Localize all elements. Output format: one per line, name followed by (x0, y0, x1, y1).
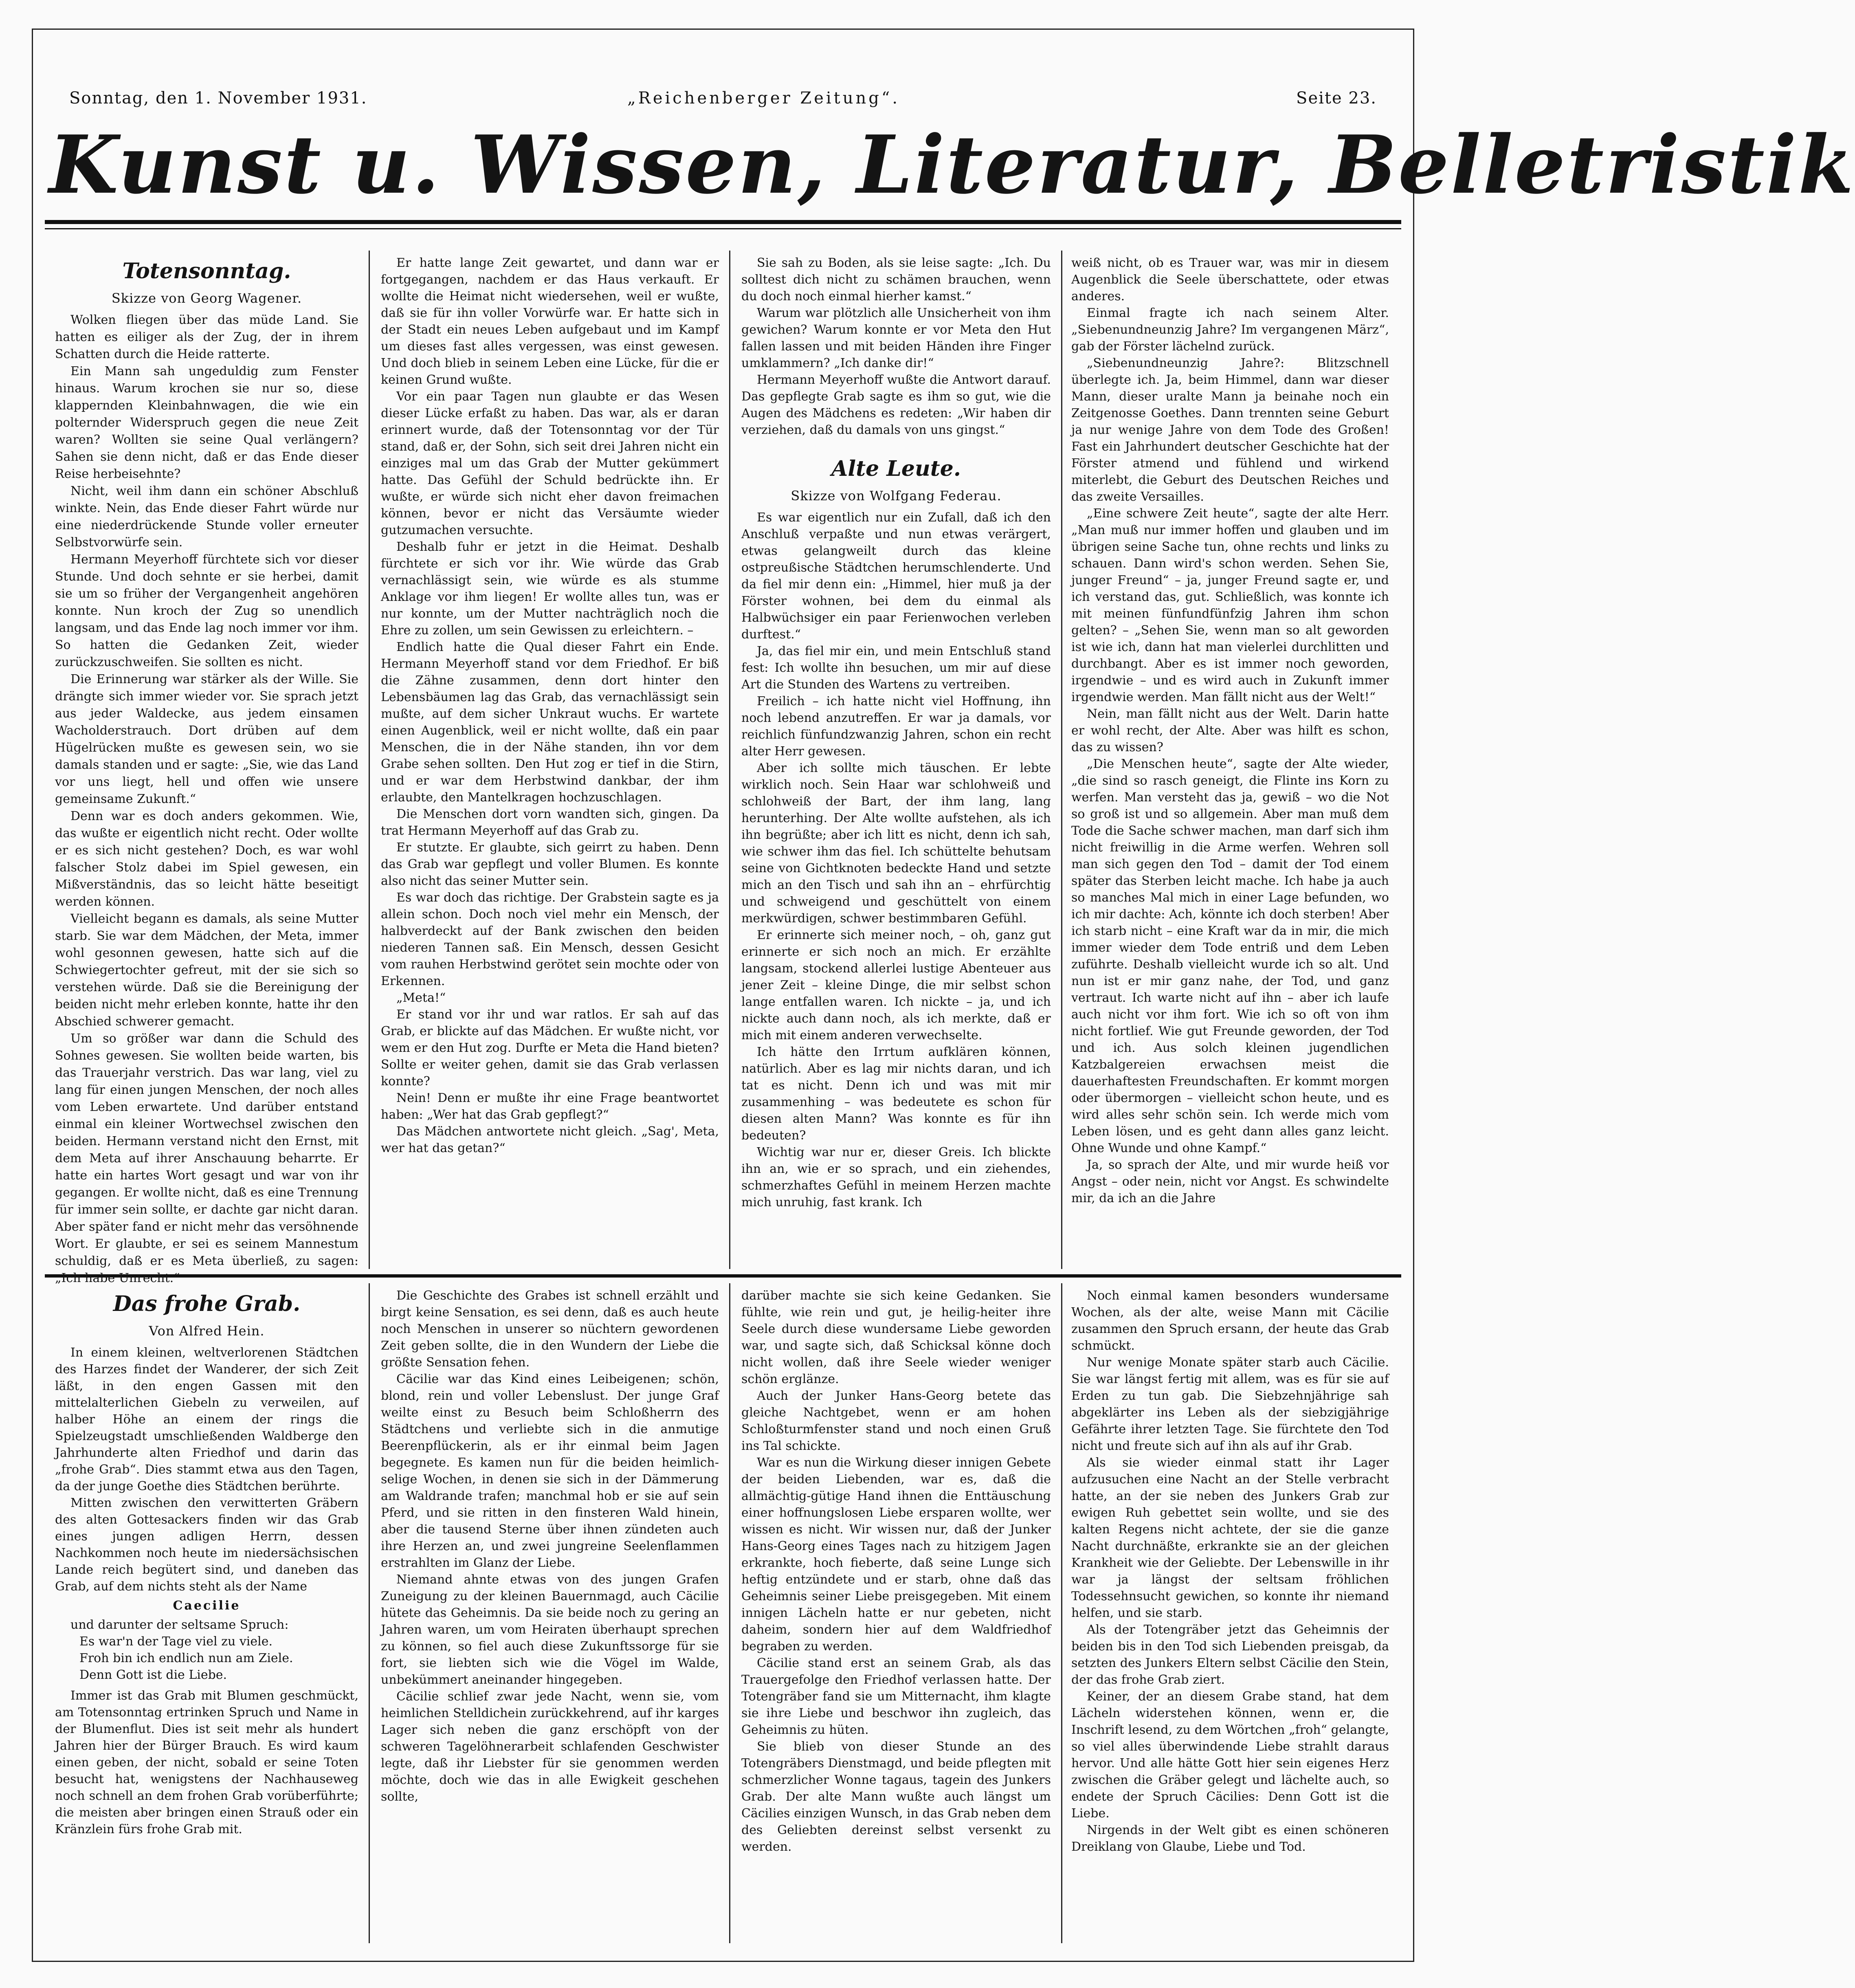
paragraph: Freilich – ich hatte nicht viel Hoffnung, ihn noch lebend anzutreffen. Er war ja damals, vor reichlich fünfundzwanzig Jahren, schon ein recht alter Herr gewesen. (741, 694, 1051, 759)
paragraph: Die Erinnerung war stärker als der Wille. Sie drängte sich immer wieder vor. Sie sprach jetzt aus jeder Waldecke, aus jedem einsamen Wacholderstrauch. Dort drüben auf dem Hügelrücken mußte es gewesen sein, wo sie damals standen und er sagte: „Sie, wie das Land vor uns liegt, hell und offen wie unsere gemeinsame Zukunft.“ (55, 672, 358, 806)
paragraph: Um so größer war dann die Schuld des Sohnes gewesen. Sie wollten beide warten, bis das Trauerjahr verstrich. Das war lang, viel zu lang für einen jungen Menschen, der noch alles vom Leben erwartete. Und darüber entstand einmal ein kleiner Wortwechsel zwischen den beiden. Hermann verstand nicht den Ernst, mit dem Meta auf ihrer Anschauung beharrte. Er hatte ein hartes Wort gesagt und war von ihr gegangen. Er wollte nicht, daß es eine Trennung für immer sein sollte, er dachte gar nicht daran. Aber später fand er nicht mehr das versöhnende Wort. Er glaubte, er sei es seinem Mannestum schuldig, daß er es Meta überließ, zu sagen: „Ich habe Unrecht.“ (55, 1031, 358, 1285)
article-title: Totensonntag. (122, 259, 291, 284)
paragraph: Cäcilie stand erst an seinem Grab, als das Trauergefolge den Friedhof verlassen hatte. Der Totengräber fand sie um Mitternacht, ihm klagte sie ihre Liebe und beschwor ihn zugleich, das Geheimnis zu hüten. (741, 1656, 1051, 1737)
article-totensonntag-col1 (55, 255, 358, 1285)
paragraph: Ein Mann sah ungeduldig zum Fenster hinaus. Warum krochen sie nur so, diese klappernden Kleinbahnwagen, die wie ein polternder Widerspruch gegen die neue Zeit waren? Wollten sie seine Qual verlängern? Sahen sie denn nicht, daß er das Ende dieser Reise herbeisehnte? (55, 364, 358, 481)
article-byline: Skizze von Wolfgang Federau. (791, 488, 1002, 504)
paragraph: Nein! Denn er mußte ihr eine Frage beantwortet haben: „Wer hat das Grab gepflegt?“ (381, 1091, 719, 1122)
paragraph: Nirgends in der Welt gibt es einen schöneren Dreiklang von Glaube, Liebe und Tod. (1071, 1823, 1389, 1854)
paragraph: Einmal fragte ich nach seinem Alter. „Siebenundneunzig Jahre? Im vergangenen März“, gab der Förster lächelnd zurück. (1071, 306, 1389, 354)
paragraph: Das Mädchen antwortete nicht gleich. „Sag', Meta, wer hat das getan?“ (381, 1124, 719, 1155)
paragraph: „Siebenundneunzig Jahre?: Blitzschnell überlegte ich. Ja, beim Himmel, dann war dieser Mann, dieser uralte Mann ja beinahe noch ein Zeitgenosse Goethes. Dann trennten seine Geburt ja nur wenige Jahre von dem Tode des Großen! Fast ein Jahrhundert deutscher Geschichte hat der Förster atmend und fühlend und wirkend miterlebt, die Geburt des Deutschen Reiches und das zweite Versailles. (1071, 356, 1389, 504)
article-alte-leute-col4 (1071, 255, 1389, 1269)
paragraph: Ja, das fiel mir ein, und mein Entschluß stand fest: Ich wollte ihn besuchen, um mir auf diese Art die Stunden des Wartens zu vertreiben. (741, 644, 1051, 692)
paragraph: „Die Menschen heute“, sagte der Alte wieder, „die sind so rasch geneigt, die Flinte ins Korn zu werfen. Man versteht das ja, gewiß – wo die Not so groß ist und so allgemein. Aber man muß dem Tode die Sache schwer machen, man darf sich ihm nicht freiwillig in die Arme werfen. Wehren soll man sich gegen den Tod – damit der Tod einem später das Sterben leicht mache. Ich habe ja auch so manches Mal mich in einer Lage befunden, wo ich mir dachte: Ach, könnte ich doch sterben! Aber ich starb nicht – eine Kraft war da in mir, die mich immer wieder dem Tode entriß und dem Leben zuführte. Deshalb vielleicht wurde ich so alt. Und nun ist er mir ganz nahe, der Tod, und ganz vertraut. Ich warte nicht auf ihn – aber ich laufe auch nicht vor ihm fort. Wie ich so oft von ihm nicht fortlief. Wie gut Freunde geworden, der Tod und ich. Aus solch kleinen jugendlichen Katzbalgereien erwachsen meist die dauerhaftesten Freundschaften. Er kommt morgen oder übermorgen – vielleicht schon heute, und es wird alles sehr schön sein. Ich werde mich vom Leben lösen, und es geht dann alles ganz leicht. Ohne Wunde und ohne Kampf.“ (1071, 757, 1389, 1155)
paragraph: Er stand vor ihr und war ratlos. Er sah auf das Grab, er blickte auf das Mädchen. Er wußte nicht, vor wem er den Hut zog. Durfte er Meta die Hand bieten? Sollte er weiter gehen, damit sie das Grab verlassen konnte? (381, 1007, 719, 1089)
paragraph: Noch einmal kamen besonders wundersame Wochen, als der alte, weise Mann mit Cäcilie zusammen den Spruch ersann, der heute das Grab schmückt. (1071, 1289, 1389, 1353)
paragraph: Wichtig war nur er, dieser Greis. Ich blickte ihn an, wie er so sprach, und ein ziehendes, schmerzhaftes Gefühl in meinem Herzen machte mich unruhig, fast krank. Ich (741, 1145, 1051, 1210)
column-divider (1061, 251, 1062, 1269)
paragraph: Als der Totengräber jetzt das Geheimnis der beiden bis in den Tod sich Liebenden preisgab, da setzten des Junkers Eltern selbst Cäcilie den Stein, der das frohe Grab ziert. (1071, 1623, 1389, 1687)
article-totensonntag-col2 (381, 255, 719, 1269)
paragraph: Er hatte lange Zeit gewartet, und dann war er fortgegangen, nachdem er das Haus verkauft. Er wollte die Heimat nicht wiedersehen, weil er wußte, daß sie für ihn voller Vorwürfe war. Er hatte sich in der Stadt ein neues Leben aufgebaut und im Kampf um dieses fast alles vergessen, was einst gewesen. Und doch blieb in seinem Leben eine Lücke, für die er keinen Grund wußte. (381, 256, 719, 387)
article-frohe-grab-col4 (1071, 1287, 1389, 1943)
article-frohe-grab-col3 (741, 1287, 1051, 1943)
paragraph: Hermann Meyerhoff fürchtete sich vor dieser Stunde. Und doch sehnte er sie herbei, damit sie um so früher der Vergangenheit angehören konnte. Nun kroch der Zug so unendlich langsam, und das Ende lag noch immer vor ihm. So hatten die Gedanken Zeit, wieder zurückzuschweifen. Sie sollten es nicht. (55, 552, 358, 669)
column-divider (369, 1283, 370, 1943)
article-col3-upper (741, 255, 1051, 1269)
paragraph: Vor ein paar Tagen nun glaubte er das Wesen dieser Lücke erfaßt zu haben. Das war, als er daran erinnert wurde, daß der Totensonntag vor der Tür stand, daß er, der Sohn, sich seit drei Jahren nicht ein einziges mal um das Grab der Mutter gekümmert hatte. Das Gefühl der Schuld bedrückte ihn. Er wußte, er würde sich nicht eher davon freimachen können, bevor er nicht das Versäumte wieder gutzumachen versuchte. (381, 389, 719, 537)
column-divider (729, 251, 730, 1269)
paragraph: In einem kleinen, weltverlorenen Städtchen des Harzes findet der Wanderer, der sich Zeit läßt, in den engen Gassen mit den mittelalterlichen Giebeln zu verweilen, auf halber Höhe an einem der rings die Spielzeugstadt umschließenden Waldberge den Jahrhunderte alten Friedhof und darin das „frohe Grab“. Dies stammt etwa aus den Tagen, da der junge Goethe dies Städtchen berührte. (55, 1346, 358, 1493)
paragraph: Cäcilie war das Kind eines Leibeigenen; schön, blond, rein und voller Lebenslust. Der junge Graf weilte einst zu Besuch beim Schloßherrn des Städtchens und verliebte sich in die anmutige Beerenpflückerin, als er ihr einmal beim Jagen begegnete. Es kamen nun für die beiden heimlich-selige Wochen, in denen sie sich in der Dämmerung am Waldrande trafen; manchmal hob er sie auf sein Pferd, und sie ritten in den finsteren Wald hinein, aber die tausend Sterne über ihnen zündeten auch ihre Herzen an, und zwei jungreine Seelenflammen erstrahlten im Glanz der Liebe. (381, 1372, 719, 1570)
running-header (45, 89, 1401, 109)
paragraph: Niemand ahnte etwas von des jungen Grafen Zuneigung zu der kleinen Bauernmagd, auch Cäcilie hütete das Geheimnis. Da sie beide noch zu gering an Jahren waren, um vom Heiraten überhaupt sprechen zu können, so fiel auch diese Zukunftssorge für sie fort, sie liebten sich wie die Vögel im Walde, unbekümmert aneinander hingegeben. (381, 1572, 719, 1687)
verse-line: Es war'n der Tage viel zu viele. (79, 1634, 273, 1649)
header-paper-name: „Reichenberger Zeitung“. (627, 89, 900, 108)
column-divider (369, 251, 370, 1269)
paragraph: War es nun die Wirkung dieser innigen Gebete der beiden Liebenden, war es, daß die allmächtig-gütige Hand ihnen die Enttäuschung einer hoffnungslosen Liebe ersparen wollte, wer wissen es nicht. Wir wissen nur, daß der Junker Hans-Georg eines Tages nach zu hitzigem Jagen erkrankte, hoch fieberte, daß seine Lunge sich heftig entzündete und er starb, ohne daß das Geheimnis seiner Liebe preisgegeben. Mit einem innigen Lächeln hatte er nur gebeten, nicht daheim, sondern hier auf dem Waldfriedhof begraben zu werden. (741, 1456, 1051, 1654)
paragraph: Nicht, weil ihm dann ein schöner Abschluß winkte. Nein, das Ende dieser Fahrt würde nur eine niederdrückende Stunde voller erneuter Selbstvorwürfe sein. (55, 484, 358, 550)
paragraph: Vielleicht begann es damals, als seine Mutter starb. Sie war dem Mädchen, der Meta, immer wohl gesonnen gewesen, hatte sich auf die Schwiegertochter gefreut, mit der sie sich so verstehen würde. Daß sie die Bereinigung der beiden nicht mehr erleben konnte, hatte ihr den Abschied schwerer gemacht. (55, 912, 358, 1029)
column-divider (1061, 1283, 1062, 1943)
paragraph: und darunter der seltsame Spruch: (70, 1618, 289, 1632)
paragraph: „Eine schwere Zeit heute“, sagte der alte Herr. „Man muß nur immer hoffen und glauben und im übrigen seine Sache tun, ohne rechts und links zu schauen. Dann wird's schon werden. Sehen Sie, junger Freund“ – ja, junger Freund sagte er, und ich verstand das, gut. Schließlich, was konnte ich mit meinen fünfundfünfzig Jahren ihm schon gelten? – „Sehen Sie, wenn man so alt geworden ist wie ich, dann hat man vielerlei durchlitten und durchbangt. Aber es ist immer noch geworden, irgendwie – und es wird auch in Zukunft immer irgendwie werden. Man fällt nicht aus der Welt!“ (1071, 506, 1389, 704)
paragraph: Cäcilie schlief zwar jede Nacht, wenn sie, vom heimlichen Stelldichein zurückkehrend, auf ihr karges Lager sich neben die ganz erschöpft von der schweren Tagelöhnerarbeit schlafenden Geschwister legte, daß ihr Liebster für sie genommen werden möchte, doch wie das in alle Ewigkeit geschehen sollte, (381, 1689, 719, 1804)
article-byline: Skizze von Georg Wagener. (111, 290, 302, 306)
paragraph: Wolken fliegen über das müde Land. Sie hatten es eiliger als der Zug, der in ihrem Schatten durch die Heide ratterte. (55, 313, 358, 361)
article-frohe-grab-col2 (381, 1287, 719, 1943)
paragraph: Nein, man fällt nicht aus der Welt. Darin hatte er wohl recht, der Alte. Aber was hilft es schon, das zu wissen? (1071, 707, 1389, 754)
banner-rule-thick (45, 220, 1401, 224)
article-title: Das frohe Grab. (113, 1291, 301, 1316)
paragraph: Die Geschichte des Grabes ist schnell erzählt und birgt keine Sensation, es sei denn, daß es auch heute noch Menschen in unserer so nüchtern gewordenen Zeit geben sollte, die in den Wundern der Liebe die größte Sensation fehen. (381, 1289, 719, 1370)
banner-rule-thin (45, 228, 1401, 229)
paragraph: Es war eigentlich nur ein Zufall, daß ich den Anschluß verpaßte und nun etwas verärgert, etwas gelangweilt durch das kleine ostpreußische Städtchen herumschlenderte. Und da fiel mir denn ein: „Himmel, hier muß ja der Förster wohnen, bei dem du einmal als Halbwüchsiger ein paar Ferienwochen verleben durftest.“ (741, 510, 1051, 642)
article-title: Alte Leute. (831, 456, 961, 481)
paragraph: Ja, so sprach der Alte, und mir wurde heiß vor Angst – oder nein, nicht vor Angst. Es schwindelte mir, da ich an die Jahre (1071, 1158, 1389, 1205)
paragraph: Ich hätte den Irrtum aufklären können, natürlich. Aber es lag mir nichts daran, und ich tat es nicht. Denn ich und was mit mir zusammenhing – was bedeutete es schon für diesen alten Mann? Was konnte es für ihn bedeuten? (741, 1045, 1051, 1143)
paragraph: Sie blieb von dieser Stunde an des Totengräbers Dienstmagd, und beide pflegten mit schmerzlicher Wonne tagaus, tagein des Junkers Grab. Der alte Mann wußte auch längst um Cäcilies einzigen Wunsch, in das Grab neben dem des Geliebten dereinst selbst versenkt zu werden. (741, 1740, 1051, 1854)
paragraph: weiß nicht, ob es Trauer war, was mir in diesem Augenblick die Seele überschattete, oder etwas anderes. (1071, 256, 1389, 303)
paragraph: Mitten zwischen den verwitterten Gräbern des alten Gottesackers finden wir das Grab eines jungen adligen Herrn, dessen Nachkommen noch heute im niedersächsischen Lande reich begütert sind, und daneben das Grab, auf dem nichts steht als der Name (55, 1496, 358, 1594)
paragraph: Aber ich sollte mich täuschen. Er lebte wirklich noch. Sein Haar war schlohweiß und schlohweiß der Bart, der ihm lang, lang herunterhing. Der Alte wollte aufstehen, als ich ihn begrüßte; aber ich litt es nicht, denn ich sah, wie schwer ihm das fiel. Ich schüttelte behutsam seine von Gichtknoten bedeckte Hand und setzte mich an den Tisch und sah ihn an – ehrfürchtig und schweigend und geschüttelt von einem merkwürdigen, schwer bestimmbaren Gefühl. (741, 761, 1051, 926)
paragraph: Endlich hatte die Qual dieser Fahrt ein Ende. Hermann Meyerhoff stand vor dem Friedhof. Er biß die Zähne zusammen, denn dort hinter den Lebensbäumen lag das Grab, das vernachlässigt sein mußte, auf dem sicher Unkraut wuchs. Er wartete einen Augenblick, weil er nicht wollte, daß ein paar Menschen, die in der Nähe standen, ihn vor dem Grabe sehen sollten. Den Hut zog er tief in die Stirn, und er war dem Herbstwind dankbar, der ihm erlaubte, den Mantelkragen hochzuschlagen. (381, 640, 719, 805)
paragraph: Er erinnerte sich meiner noch, – oh, ganz gut erinnerte er sich noch an mich. Er erzählte langsam, stockend allerlei lustige Abenteuer aus jener Zeit – kleine Dinge, die mir selbst schon lange entfallen waren. Ich nickte – ja, und ich nickte auch dann noch, als ich merkte, daß er mich mit einem anderen verwechselte. (741, 928, 1051, 1042)
paragraph: Als sie wieder einmal statt ihr Lager aufzusuchen eine Nacht an der Stelle verbracht hatte, an der sie neben des Junkers Grab zur ewigen Ruh gebettet sein wollte, und sie des kalten Regens nicht achtete, der sie die ganze Nacht durchnäßte, erkrankte sie an der gleichen Krankheit wie der Geliebte. Der Lebenswille in ihr war ja längst der seltsam fröhlichen Todessehnsucht gewichen, so konnte ihr niemand helfen, und sie starb. (1071, 1456, 1389, 1620)
paragraph: Sie sah zu Boden, als sie leise sagte: „Ich. Du solltest dich nicht zu schämen brauchen, wenn du doch noch einmal hierher kamst.“ (741, 256, 1051, 303)
paragraph: Keiner, der an diesem Grabe stand, hat dem Lächeln widerstehen können, wenn er, die Inschrift lesend, zu dem Wörtchen „froh“ gelangte, so viel alles überwindende Liebe strahlt daraus hervor. Und alle hätte Gott hier sein eigenes Herz zwischen die Gräber gelegt und lächelte auch, so endete der Spruch Cäcilies: Denn Gott ist die Liebe. (1071, 1689, 1389, 1821)
grave-name: Caecilie (173, 1599, 241, 1613)
verse-line: Froh bin ich endlich nun am Ziele. (79, 1651, 293, 1665)
section-banner: Kunst u. Wissen, Literatur, Belletristik (49, 118, 1855, 212)
paragraph: Er stutzte. Er glaubte, sich geirrt zu haben. Denn das Grab war gepflegt und voller Blumen. Es konnte also nicht das seiner Mutter sein. (381, 840, 719, 888)
paragraph: Die Menschen dort vorn wandten sich, gingen. Da trat Hermann Meyerhoff auf das Grab zu. (381, 807, 719, 838)
paragraph: Warum war plötzlich alle Unsicherheit von ihm gewichen? Warum konnte er vor Meta den Hut fallen lassen und mit beiden Händen ihre Finger umklammern? „Ich danke dir!“ (741, 306, 1051, 370)
paragraph: Hermann Meyerhoff wußte die Antwort darauf. Das gepflegte Grab sagte es ihm so gut, wie die Augen des Mädchens es redeten: „Wir haben dir verziehen, daß du damals von uns gingst.“ (741, 373, 1051, 437)
article-frohe-grab-col1 (55, 1287, 358, 1943)
verse-line: Denn Gott ist die Liebe. (79, 1668, 227, 1682)
paragraph: Nur wenige Monate später starb auch Cäcilie. Sie war längst fertig mit allem, was es für sie auf Erden zu tun gab. Die Siebzehnjährige sah abgeklärter ins Leben als der siebzigjährige Gefährte ihrer letzten Tage. Sie fürchtete den Tod nicht und freute sich auf ihn als auf ihr Grab. (1071, 1355, 1389, 1453)
header-date: Sonntag, den 1. November 1931. (69, 89, 367, 108)
paragraph: Auch der Junker Hans-Georg betete das gleiche Nachtgebet, wenn er am hohen Schloßturmfenster stand und noch einen Gruß ins Tal schickte. (741, 1389, 1051, 1453)
paragraph: Immer ist das Grab mit Blumen geschmückt, am Totensonntag ertrinken Spruch und Name in der Blumenflut. Dies ist seit mehr als hundert Jahren hier der Bürger Brauch. Es wird kaum einen geben, der nicht, sobald er seine Toten besucht hat, wenigstens der Nachhauseweg noch schnell an dem frohen Grab vorüberführte; die meisten aber bringen einen Strauß oder ein Kränzlein fürs frohe Grab mit. (55, 1689, 358, 1836)
column-divider (729, 1283, 730, 1943)
paragraph: Denn war es doch anders gekommen. Wie, das wußte er eigentlich nicht recht. Oder wollte er es sich nicht gestehen? Doch, es war wohl falscher Stolz dabei im Spiel gewesen, ein Mißverständnis, das so leicht hätte beseitigt werden können. (55, 809, 358, 909)
paragraph: Es war doch das richtige. Der Grabstein sagte es ja allein schon. Doch noch viel mehr ein Mensch, der halbverdeckt auf der Bank zwischen den beiden niederen Tannen saß. Ein Mensch, dessen Gesicht vom rauhen Herbstwind gerötet sein mochte oder von Erkennen. (381, 891, 719, 988)
paragraph: „Meta!“ (396, 991, 446, 1005)
paragraph: Deshalb fuhr er jetzt in die Heimat. Deshalb fürchtete er sich vor ihr. Wie würde das Grab vernachlässigt sein, wie würde es als stumme Anklage vor ihm liegen! Er wollte alles tun, was er nur konnte, um der Mutter nachträglich noch die Ehre zu zollen, um sein Gewissen zu erleichtern. – (381, 540, 719, 638)
article-byline: Von Alfred Hein. (149, 1323, 265, 1339)
header-page-number: Seite 23. (1296, 89, 1377, 108)
paragraph: darüber machte sie sich keine Gedanken. Sie fühlte, wie rein und gut, je heilig-heiter ihre Seele durch diese wundersame Liebe geworden war, und sagte sich, daß Schicksal könne doch nicht wollen, daß ihre Seele wieder weniger schön erglänze. (741, 1289, 1051, 1386)
